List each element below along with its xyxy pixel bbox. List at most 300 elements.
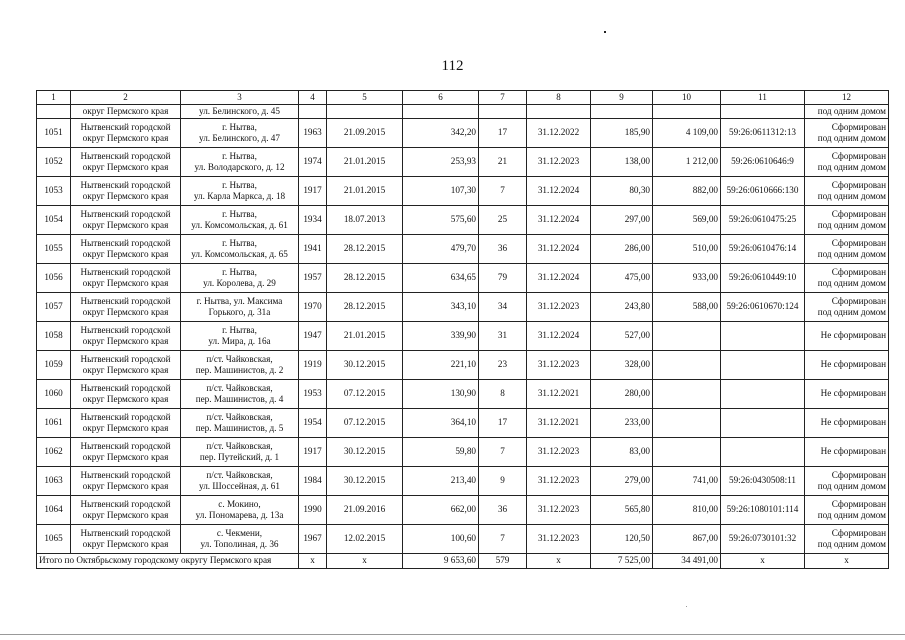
total-row	[37, 554, 889, 569]
total-label: Итого по Октябрьскому городскому округу Пермского края	[37, 554, 299, 569]
municipality-line-2: округ Пермского края	[82, 307, 169, 317]
status-line-1: Сформирован	[831, 150, 886, 161]
cell-deadline: 31.12.2022	[527, 119, 591, 148]
municipality-line-1: Нытвенский городской	[80, 150, 171, 161]
municipality-line-1: Нытвенский городской	[80, 208, 171, 219]
municipality-line-2: округ Пермского края	[82, 133, 169, 143]
cell-number: 1055	[37, 235, 71, 264]
municipality-line-1: Нытвенский городской	[80, 121, 171, 132]
table-row	[37, 380, 889, 409]
cell-municipality	[71, 206, 181, 235]
cell-deadline: 31.12.2023	[527, 467, 591, 496]
cell-municipality	[71, 467, 181, 496]
address-line-1: г. Нытва,	[222, 179, 257, 190]
table-row	[37, 409, 889, 438]
municipality-line-1: Нытвенский городской	[80, 353, 171, 364]
cell-area: 100,60	[403, 525, 479, 554]
cell-area2: 138,00	[591, 148, 653, 177]
cell-deadline: 31.12.2021	[527, 409, 591, 438]
cell-address: ул. Белинского, д. 45	[181, 105, 299, 119]
cell-municipality	[71, 293, 181, 322]
address-line-1: п/ст. Чайковская,	[206, 382, 273, 393]
municipality-line-2: округ Пермского края	[82, 365, 169, 375]
address-line-2: Горького, д. 31а	[208, 307, 271, 317]
cell-deadline: 31.12.2024	[527, 235, 591, 264]
cell-address	[181, 409, 299, 438]
status-line-2: под одним домом	[817, 191, 886, 201]
cell-municipality	[71, 409, 181, 438]
municipality-line-2: округ Пермского края	[82, 220, 169, 230]
cell-cadastral: 59:26:0430508:11	[721, 467, 805, 496]
cell-cadastral: 59:26:0610449:10	[721, 264, 805, 293]
municipality-line-2: округ Пермского края	[82, 452, 169, 462]
status-line-1: Сформирован	[831, 527, 886, 538]
municipality-line-1: Нытвенский городской	[80, 324, 171, 335]
status-line-1: Сформирован	[831, 179, 886, 190]
cell-number: 1056	[37, 264, 71, 293]
cell-land	[653, 322, 721, 351]
cell-residents: 36	[479, 496, 527, 525]
address-line-2: пер. Машинистов, д. 5	[195, 423, 284, 433]
municipality-line-2: округ Пермского края	[82, 278, 169, 288]
status-line-2: под одним домом	[817, 510, 886, 520]
cell-deadline: 31.12.2023	[527, 148, 591, 177]
cell-area2	[591, 105, 653, 119]
cell-year: 1947	[299, 322, 327, 351]
address-line-2: ул. Пономарева, д. 13а	[195, 510, 284, 520]
cell-area2: 233,00	[591, 409, 653, 438]
cell-date: 28.12.2015	[327, 293, 403, 322]
table-row	[37, 293, 889, 322]
municipality-line-2: округ Пермского края	[82, 394, 169, 404]
cell-status	[805, 148, 889, 177]
total-area: 9 653,60	[403, 554, 479, 569]
address-line-1: г. Нытва,	[222, 150, 257, 161]
table-row	[37, 467, 889, 496]
total-cadastral: x	[721, 554, 805, 569]
cell-cadastral	[721, 409, 805, 438]
cell-status: Не сформирован	[805, 322, 889, 351]
continuation-row	[37, 105, 889, 119]
municipality-line-2: округ Пермского края	[82, 481, 169, 491]
municipality-line-2: округ Пермского края	[82, 336, 169, 346]
cell-number: 1065	[37, 525, 71, 554]
address-line-1: г. Нытва,	[222, 266, 257, 277]
cell-year: 1917	[299, 177, 327, 206]
cell-area: 364,10	[403, 409, 479, 438]
address-line-2: ул. Комсомольская, д. 61	[191, 220, 288, 230]
address-line-2: пер. Путейский, д. 1	[199, 452, 280, 462]
municipality-line-1: Нытвенский городской	[80, 527, 171, 538]
cell-address	[181, 322, 299, 351]
address-line-1: г. Нытва,	[222, 237, 257, 248]
page-edge-line	[0, 634, 905, 635]
column-header: 10	[653, 91, 721, 105]
column-header: 9	[591, 91, 653, 105]
cell-land	[653, 380, 721, 409]
cell-residents: 23	[479, 351, 527, 380]
cell-land: 933,00	[653, 264, 721, 293]
status-line-2: под одним домом	[817, 481, 886, 491]
column-header: 4	[299, 91, 327, 105]
municipality-line-2: округ Пермского края	[82, 510, 169, 520]
address-line-1: п/ст. Чайковская,	[206, 411, 273, 422]
cell-address	[181, 293, 299, 322]
cell-address	[181, 235, 299, 264]
cell-address	[181, 177, 299, 206]
cell-residents: 36	[479, 235, 527, 264]
cell-date: 30.12.2015	[327, 351, 403, 380]
cell-number: 1061	[37, 409, 71, 438]
status-line-2: под одним домом	[817, 220, 886, 230]
total-year: x	[299, 554, 327, 569]
cell-municipality	[71, 380, 181, 409]
cell-status	[805, 293, 889, 322]
municipality-line-1: Нытвенский городской	[80, 237, 171, 248]
status-line-2: под одним домом	[817, 278, 886, 288]
cell-date: 21.09.2015	[327, 119, 403, 148]
municipality-line-1: Нытвенский городской	[80, 498, 171, 509]
cell-number: 1053	[37, 177, 71, 206]
cell-year: 1957	[299, 264, 327, 293]
cell-land: 810,00	[653, 496, 721, 525]
cell-deadline: 31.12.2024	[527, 264, 591, 293]
cell-number: 1062	[37, 438, 71, 467]
total-residents: 579	[479, 554, 527, 569]
status-line-2: под одним домом	[817, 133, 886, 143]
cell-status: Не сформирован	[805, 380, 889, 409]
municipality-line-2: округ Пермского края	[82, 539, 169, 549]
cell-area: 107,30	[403, 177, 479, 206]
cell-year: 1953	[299, 380, 327, 409]
cell-residents: 7	[479, 177, 527, 206]
table-row	[37, 496, 889, 525]
cell-land	[653, 105, 721, 119]
cell-residents: 9	[479, 467, 527, 496]
table-row	[37, 351, 889, 380]
cell-deadline: 31.12.2024	[527, 322, 591, 351]
address-line-1: п/ст. Чайковская,	[206, 469, 273, 480]
housing-registry-table	[36, 90, 889, 569]
municipality-line-1: Нытвенский городской	[80, 382, 171, 393]
cell-date: 18.07.2013	[327, 206, 403, 235]
cell-number: 1059	[37, 351, 71, 380]
cell-deadline: 31.12.2023	[527, 351, 591, 380]
cell-address	[181, 148, 299, 177]
address-line-1: г. Нытва, ул. Максима	[196, 295, 283, 306]
column-header: 6	[403, 91, 479, 105]
address-line-2: ул. Комсомольская, д. 65	[191, 249, 288, 259]
cell-date: 28.12.2015	[327, 264, 403, 293]
cell-status: Не сформирован	[805, 409, 889, 438]
cell-deadline	[527, 105, 591, 119]
cell-area2: 297,00	[591, 206, 653, 235]
cell-cadastral	[721, 438, 805, 467]
status-line-2: под одним домом	[817, 539, 886, 549]
cell-cadastral: 59:26:0610670:124	[721, 293, 805, 322]
cell-number: 1057	[37, 293, 71, 322]
cell-deadline: 31.12.2021	[527, 380, 591, 409]
total-area2: 7 525,00	[591, 554, 653, 569]
cell-area2: 243,80	[591, 293, 653, 322]
cell-number	[37, 105, 71, 119]
cell-number: 1054	[37, 206, 71, 235]
cell-municipality	[71, 438, 181, 467]
cell-municipality	[71, 351, 181, 380]
cell-year: 1990	[299, 496, 327, 525]
cell-area: 662,00	[403, 496, 479, 525]
cell-deadline: 31.12.2023	[527, 525, 591, 554]
cell-date: 21.09.2016	[327, 496, 403, 525]
table-row	[37, 438, 889, 467]
cell-number: 1051	[37, 119, 71, 148]
cell-municipality	[71, 235, 181, 264]
cell-date: 07.12.2015	[327, 380, 403, 409]
cell-date	[327, 105, 403, 119]
address-line-1: г. Нытва,	[222, 208, 257, 219]
cell-land: 1 212,00	[653, 148, 721, 177]
cell-area2: 565,80	[591, 496, 653, 525]
status-line-2: под одним домом	[817, 249, 886, 259]
page-number: 112	[441, 58, 464, 74]
cell-status	[805, 525, 889, 554]
cell-area: 339,90	[403, 322, 479, 351]
table-row	[37, 525, 889, 554]
cell-land	[653, 409, 721, 438]
cell-land: 569,00	[653, 206, 721, 235]
total-date: x	[327, 554, 403, 569]
cell-area: 342,20	[403, 119, 479, 148]
cell-municipality	[71, 119, 181, 148]
cell-residents: 7	[479, 525, 527, 554]
municipality-line-1: Нытвенский городской	[80, 411, 171, 422]
cell-deadline: 31.12.2023	[527, 293, 591, 322]
cell-date: 21.01.2015	[327, 177, 403, 206]
cell-municipality	[71, 496, 181, 525]
cell-area: 213,40	[403, 467, 479, 496]
cell-area2: 475,00	[591, 264, 653, 293]
address-line-2: ул. Карла Маркса, д. 18	[193, 191, 286, 201]
status-line-1: Сформирован	[831, 498, 886, 509]
cell-date: 30.12.2015	[327, 467, 403, 496]
cell-area2: 279,00	[591, 467, 653, 496]
cell-year: 1974	[299, 148, 327, 177]
cell-status	[805, 235, 889, 264]
cell-date: 28.12.2015	[327, 235, 403, 264]
cell-date: 21.01.2015	[327, 322, 403, 351]
cell-residents: 79	[479, 264, 527, 293]
cell-date: 21.01.2015	[327, 148, 403, 177]
cell-year: 1919	[299, 351, 327, 380]
column-header: 12	[805, 91, 889, 105]
address-line-1: п/ст. Чайковская,	[206, 440, 273, 451]
cell-date: 12.02.2015	[327, 525, 403, 554]
status-line-1: Сформирован	[831, 237, 886, 248]
cell-year: 1970	[299, 293, 327, 322]
cell-address	[181, 264, 299, 293]
cell-land: 588,00	[653, 293, 721, 322]
table-row	[37, 235, 889, 264]
cell-land: 4 109,00	[653, 119, 721, 148]
cell-municipality	[71, 525, 181, 554]
cell-municipality	[71, 177, 181, 206]
total-deadline: x	[527, 554, 591, 569]
cell-year: 1941	[299, 235, 327, 264]
cell-municipality: округ Пермского края	[71, 105, 181, 119]
cell-address	[181, 496, 299, 525]
cell-municipality	[71, 264, 181, 293]
cell-cadastral: 59:26:0610475:25	[721, 206, 805, 235]
cell-area: 634,65	[403, 264, 479, 293]
cell-cadastral: 59:26:0611312:13	[721, 119, 805, 148]
cell-cadastral: 59:26:1080101:114	[721, 496, 805, 525]
cell-number: 1058	[37, 322, 71, 351]
cell-cadastral	[721, 322, 805, 351]
cell-address	[181, 525, 299, 554]
cell-cadastral: 59:26:0610646:9	[721, 148, 805, 177]
cell-address	[181, 438, 299, 467]
address-line-2: ул. Тополиная, д. 36	[200, 539, 279, 549]
cell-status	[805, 206, 889, 235]
cell-area2: 80,30	[591, 177, 653, 206]
column-header: 1	[37, 91, 71, 105]
total-land: 34 491,00	[653, 554, 721, 569]
municipality-line-1: Нытвенский городской	[80, 295, 171, 306]
cell-area2: 83,00	[591, 438, 653, 467]
column-header: 7	[479, 91, 527, 105]
cell-residents: 17	[479, 409, 527, 438]
address-line-2: ул. Королева, д. 29	[203, 278, 276, 288]
cell-deadline: 31.12.2024	[527, 206, 591, 235]
address-line-1: п/ст. Чайковская,	[206, 353, 273, 364]
cell-municipality	[71, 148, 181, 177]
address-line-2: ул. Белинского, д. 47	[199, 133, 280, 143]
cell-year	[299, 105, 327, 119]
cell-residents: 34	[479, 293, 527, 322]
cell-area2: 120,50	[591, 525, 653, 554]
municipality-line-1: Нытвенский городской	[80, 266, 171, 277]
status-line-2: под одним домом	[817, 307, 886, 317]
cell-address	[181, 380, 299, 409]
address-line-2: ул. Шоссейная, д. 61	[199, 481, 280, 491]
cell-number: 1052	[37, 148, 71, 177]
cell-area2: 286,00	[591, 235, 653, 264]
cell-date: 30.12.2015	[327, 438, 403, 467]
address-line-1: г. Нытва,	[222, 121, 257, 132]
cell-residents	[479, 105, 527, 119]
table-row	[37, 177, 889, 206]
status-line-1: Сформирован	[831, 295, 886, 306]
scan-speck	[604, 31, 606, 33]
cell-land: 510,00	[653, 235, 721, 264]
cell-cadastral	[721, 351, 805, 380]
status-line-1: Сформирован	[831, 208, 886, 219]
cell-land: 882,00	[653, 177, 721, 206]
cell-number: 1060	[37, 380, 71, 409]
cell-cadastral: 59:26:0610666:130	[721, 177, 805, 206]
municipality-line-2: округ Пермского края	[82, 423, 169, 433]
cell-status: Не сформирован	[805, 438, 889, 467]
table-row	[37, 322, 889, 351]
cell-year: 1984	[299, 467, 327, 496]
status-line-1: Сформирован	[831, 121, 886, 132]
cell-area: 575,60	[403, 206, 479, 235]
cell-cadastral	[721, 105, 805, 119]
column-header: 2	[71, 91, 181, 105]
status-line-2: под одним домом	[817, 162, 886, 172]
municipality-line-2: округ Пермского края	[82, 191, 169, 201]
address-line-2: пер. Машинистов, д. 4	[195, 394, 284, 404]
column-header: 3	[181, 91, 299, 105]
cell-deadline: 31.12.2023	[527, 496, 591, 525]
table-row	[37, 119, 889, 148]
table-row	[37, 264, 889, 293]
cell-land	[653, 351, 721, 380]
cell-area: 343,10	[403, 293, 479, 322]
cell-year: 1954	[299, 409, 327, 438]
column-header: 5	[327, 91, 403, 105]
municipality-line-1: Нытвенский городской	[80, 179, 171, 190]
status-line-1: Сформирован	[831, 469, 886, 480]
table-body	[37, 119, 889, 554]
column-header: 8	[527, 91, 591, 105]
table-row	[37, 206, 889, 235]
cell-year: 1963	[299, 119, 327, 148]
address-line-2: ул. Володарского, д. 12	[194, 162, 285, 172]
address-line-1: с. Мокино,	[218, 498, 261, 509]
cell-residents: 7	[479, 438, 527, 467]
total-status: x	[805, 554, 889, 569]
cell-address	[181, 206, 299, 235]
scan-mark	[686, 606, 687, 607]
cell-area: 59,80	[403, 438, 479, 467]
cell-year: 1934	[299, 206, 327, 235]
address-line-2: пер. Машинистов, д. 2	[195, 365, 284, 375]
cell-residents: 31	[479, 322, 527, 351]
cell-cadastral: 59:26:0610476:14	[721, 235, 805, 264]
address-line-1: г. Нытва,	[222, 324, 257, 335]
cell-address	[181, 119, 299, 148]
cell-land	[653, 438, 721, 467]
cell-area2: 527,00	[591, 322, 653, 351]
cell-status	[805, 119, 889, 148]
cell-area: 479,70	[403, 235, 479, 264]
cell-land: 741,00	[653, 467, 721, 496]
cell-status	[805, 177, 889, 206]
cell-number: 1064	[37, 496, 71, 525]
cell-residents: 17	[479, 119, 527, 148]
cell-land: 867,00	[653, 525, 721, 554]
cell-area: 221,10	[403, 351, 479, 380]
cell-area2: 280,00	[591, 380, 653, 409]
cell-cadastral: 59:26:0730101:32	[721, 525, 805, 554]
cell-residents: 25	[479, 206, 527, 235]
municipality-line-2: округ Пермского края	[82, 162, 169, 172]
cell-municipality	[71, 322, 181, 351]
cell-status	[805, 264, 889, 293]
cell-year: 1967	[299, 525, 327, 554]
municipality-line-2: округ Пермского края	[82, 249, 169, 259]
cell-area	[403, 105, 479, 119]
cell-residents: 8	[479, 380, 527, 409]
column-header: 11	[721, 91, 805, 105]
cell-status	[805, 467, 889, 496]
municipality-line-1: Нытвенский городской	[80, 469, 171, 480]
cell-area: 130,90	[403, 380, 479, 409]
cell-status: Не сформирован	[805, 351, 889, 380]
cell-deadline: 31.12.2024	[527, 177, 591, 206]
cell-residents: 21	[479, 148, 527, 177]
